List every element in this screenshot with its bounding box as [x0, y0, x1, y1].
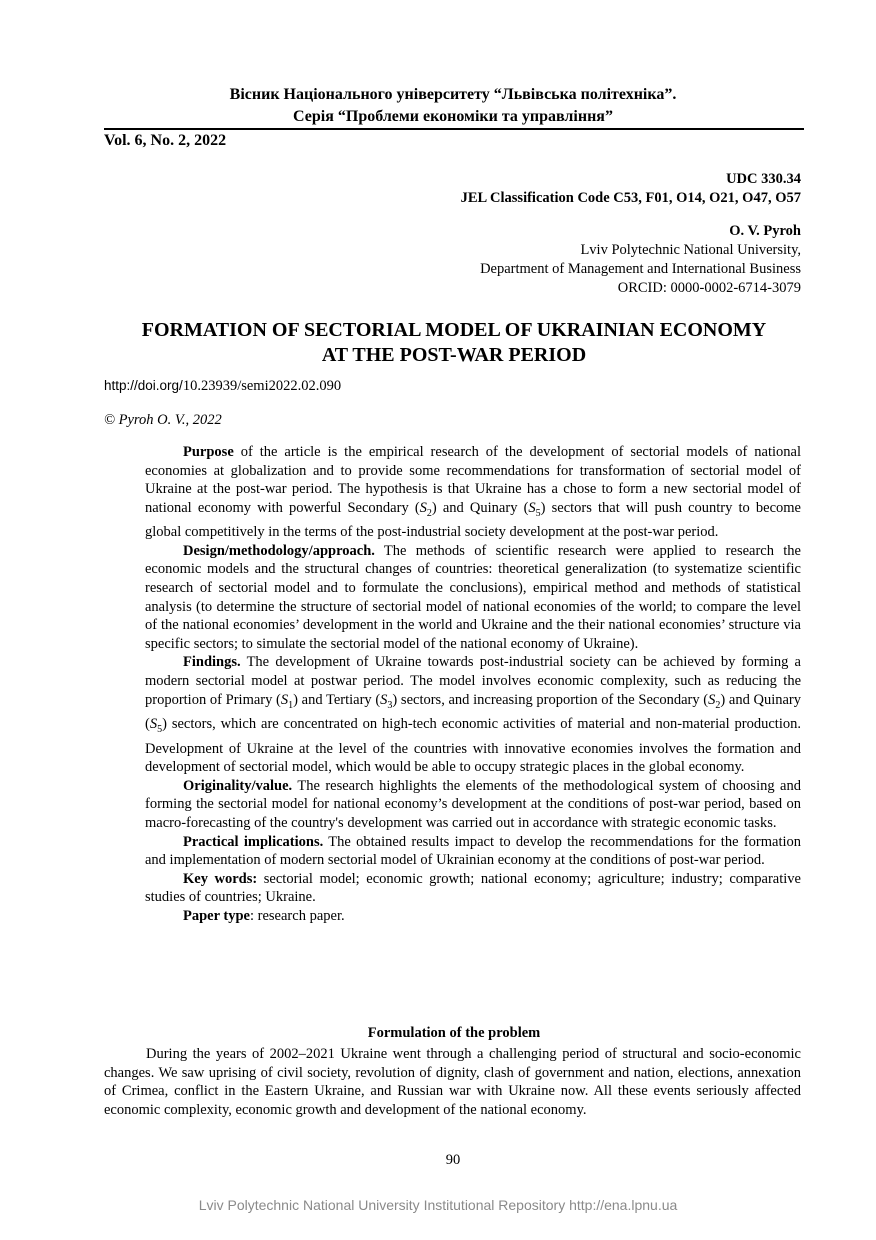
udc-code: UDC 330.34	[726, 171, 801, 187]
papertype-label: Paper type	[183, 907, 250, 924]
abstract-design: Design/methodology/approach. The methods of scientific research were applied to research the economic models and the structural changes of countries: theoretical generalization (to systematize scientific research of sectorial model and to formulate the conclusions), empirical method and methods of statistical analysis (to determine the structure of sectorial model of national economies of the world; to compare the level of the national economies’ development in the world and Ukraine and the their national economies’ structure via specific sectors; to simulate the sectorial model of the national economy of Ukraine).	[145, 542, 801, 652]
author-department: Department of Management and International Business	[480, 261, 801, 277]
abstract-practical: Practical implications. The obtained results impact to develop the recommendations for the formation and implementation of modern sectorial model of Ukrainian economy at the conditions of post-war period.	[145, 833, 802, 869]
keywords-label: Key words:	[183, 870, 258, 887]
journal-header	[104, 84, 802, 128]
section-heading: Formulation of the problem	[367, 1025, 541, 1041]
classification-block	[461, 170, 801, 208]
paper-title	[104, 318, 804, 368]
jel-code: JEL Classification Code C53, F01, O14, O21, O47, O57	[460, 190, 801, 206]
abstract	[145, 443, 801, 926]
section-paragraph: During the years of 2002–2021 Ukraine went through a challenging period of structural and socio-economic changes. We saw uprising of civil society, revolution of dignity, clash of government and nation, elections, annexation of Crimea, conflict in the Eastern Ukraine, and Russian war with Ukraine now. All these events seriously affected economic complexity, economic growth and development of the national economy.	[104, 1046, 801, 1118]
abstract-originality: Originality/value. The research highlights the elements of the methodological system of choosing and forming the sectorial model for national economy’s development at the conditions of post-war period, based on macro-forecasting of the country's development was carried out in accordance with strategic economic tasks.	[145, 777, 801, 831]
author-affiliation: Lviv Polytechnic National University,	[580, 242, 801, 258]
title-line-2: AT THE POST-WAR PERIOD	[321, 344, 587, 366]
doi-link[interactable]	[104, 378, 341, 395]
journal-series: Серія “Проблеми економіки та управління”	[293, 108, 613, 125]
title-line-1: FORMATION OF SECTORIAL MODEL OF UKRAINIAN ECONOMY	[141, 319, 767, 341]
header-rule	[104, 128, 804, 130]
author-block	[480, 222, 801, 298]
volume-info: Vol. 6, No. 2, 2022	[104, 132, 227, 149]
design-label: Design/methodology/approach.	[183, 542, 375, 559]
author-orcid: ORCID: 0000-0002-6714-3079	[617, 280, 801, 296]
originality-label: Originality/value.	[183, 777, 293, 794]
repository-footer: Lviv Polytechnic National University Institutional Repository http://ena.lpnu.ua	[198, 1197, 678, 1213]
abstract-findings: Findings. The development of Ukraine towards post-industrial society can be achieved by forming a modern sectorial model at postwar period. The model involves economic complexity, such as reducing the proportion of Primary $(S_1)$ and Tertiary $(S_3)$ sectors, and increasing proportion of the Secondary $(S_2)$ and Quinary $(S_5)$ sectors, which are concentrated on high-tech economic activities of material and non-material production. Development of Ukraine at the level of the countries with innovative economies involves the formation and development of sectorial model, which would be able to occupy strategic places in the global economy.	[145, 654, 802, 776]
author-name: O. V. Pyroh	[729, 223, 801, 239]
copyright: © Pyroh O. V., 2022	[104, 412, 222, 428]
findings-label: Findings.	[183, 654, 241, 671]
abstract-purpose: Purpose of the article is the empirical research of the development of sectorial models of national economies at globalization and to provide some recommendations for transformation of sectorial model of Ukraine at the post-war period. The hypothesis is that Ukraine has a chose to form a new sectorial model of national economy with powerful Secondary $(S_2)$ and Quinary $(S_5)$ sectors that will push country to become global competitively in the terms of the post-industrial society development at the post-war period.	[145, 444, 801, 541]
abstract-keywords: Key words: sectorial model; economic growth; national economy; agriculture; industry; comparative studies of countries; Ukraine.	[145, 870, 801, 906]
abstract-papertype: Paper type: research paper.	[183, 907, 345, 924]
page-number: 90	[445, 1152, 461, 1168]
journal-title: Вісник Національного університету “Львівська політехніка”.	[229, 86, 677, 103]
doi-prefix: http://doi.org/	[104, 378, 183, 393]
practical-label: Practical implications.	[183, 833, 324, 850]
purpose-label: Purpose	[183, 444, 234, 460]
doi-id: 10.23939/semi2022.02.090	[182, 378, 342, 394]
